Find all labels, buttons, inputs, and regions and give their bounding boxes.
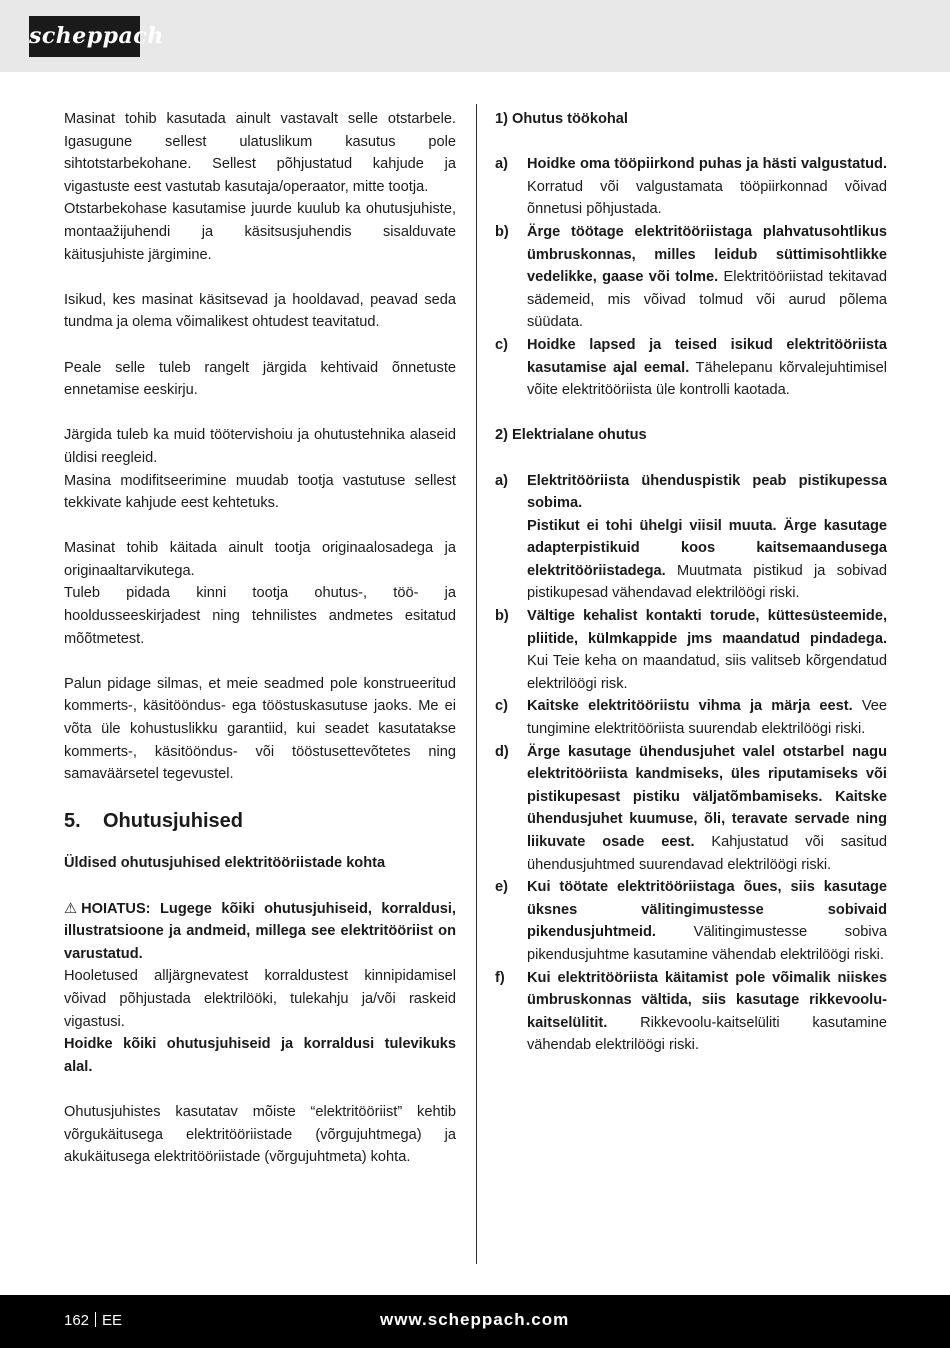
paragraph-regulations: Tuleb pidada kinni tootja ohutus-, töö- ja hooldusseeskirjadest ning tehnilistes andmetes esitatud mõõtmetest.: [64, 585, 456, 647]
page-number: 162 EE: [64, 1312, 123, 1329]
paragraph-modification: Masina modifitseerimine muudab tootja vastutuse sellest tekkivate kahjude eest kehtetuks.: [64, 472, 456, 512]
list-item: [495, 153, 887, 221]
paragraph-commercial-use: Palun pidage silmas, et meie seadmed pole konstrueeritud kommerts-, käsitööndus- ega tööstuskasutuse jaoks. Me ei võta üle kohustuslikku garantiid, kui seadet kasutatakse kommerts-, käsitööndus- või tööstusettevõtetes ning samaväärsetel tegevustel.: [64, 675, 456, 783]
list-item-text: Hoidke lapsed ja teised isikud elektritööriista kasutamise ajal eemal. Tähelepanu kõrvalejuhtimisel võite elektritööriista üle kontrolli kaotada.: [527, 336, 887, 399]
list-item: [495, 741, 887, 877]
list-item-label: f): [495, 969, 505, 986]
warning-bold: HOIATUS: Lugege kõiki ohutusjuhiseid, korraldusi, illustratsioone ja andmeid, millega see elektritööriist on varustatud.: [64, 900, 456, 962]
list-item: [495, 967, 887, 1057]
paragraph-accident-rules: Peale selle tuleb rangelt järgida kehtivaid õnnetuste ennetamise eeskirju.: [64, 359, 456, 399]
paragraph-term-definition: Ohutusjuhistes kasutatav mõiste “elektritööriist” kehtib võrgukäitusega elektritööriistade (võrgujuhtmega) ja akukäitusega elektritööriistade (võrgujuhtmeta) kohta.: [64, 1103, 456, 1166]
list-item-text: Ärge töötage elektritööriistaga plahvatusohtlikus ümbruskonnas, milles leidub süttimisohtlikke vedelikke, gaase või tolme. Elektritööriistad tekitavad sädemeid, mis võivad tolmud või aurud põlema süüdata.: [527, 223, 887, 331]
list-item-label: c): [495, 698, 508, 715]
list-item-text: Hoidke oma tööpiirkond puhas ja hästi valgustatud. Korratud või valgustamata tööpiirkonnad võivad õnnetusi põhjustada.: [527, 156, 887, 218]
list-item: [495, 876, 887, 966]
list-item-text: Kaitske elektritööriistu vihma ja märja eest. Vee tungimine elektritööriista suurendab elektrilöögi riski.: [527, 698, 887, 738]
column-divider: [476, 104, 477, 1264]
list-item-label: a): [495, 156, 508, 173]
list-item-text: Kui töötate elektritööriistaga õues, siis kasutage üksnes välitingimustesse sobivaid pikendusjuhtmeid. Välitingimustesse sobiva pikendusjuhtme kasutamine vähendab elektrilöögi riski.: [527, 879, 887, 963]
section-heading: [64, 808, 456, 834]
list-item-text: Vältige kehalist kontakti torude, küttesüsteemide, pliitide, külmkappide jms maandatud pindadega. Kui Teie keha on maandatud, siis valitseb kõrgendatud elektrilöögi risk.: [527, 608, 887, 692]
section-2-list: [495, 605, 887, 1057]
section-number: 5.: [64, 810, 81, 833]
website-url: www.scheppach.com: [380, 1310, 570, 1329]
list-item: [495, 334, 887, 402]
left-column: [64, 108, 456, 1169]
list-item: [495, 695, 887, 740]
warning-block: [64, 898, 456, 966]
page-footer: [0, 1295, 950, 1348]
list-item: [495, 221, 887, 334]
list-item-bold: Elektritööriista ühenduspistik peab pistikupessa sobima.: [527, 472, 887, 512]
paragraph-original-parts: Masinat tohib käitada ainult tootja originaalosadega ja originaaltarvikutega.: [64, 540, 456, 579]
list-item-label: d): [495, 743, 509, 760]
paragraph-persons: Isikud, kes masinat käsitsevad ja hooldavad, peavad seda tundma ja olema võimalikest ohtudest teavitatud.: [64, 291, 456, 331]
scheppach-logo: scheppach: [29, 16, 140, 57]
section-title: Ohutusjuhised: [103, 810, 243, 833]
list-item: [495, 470, 887, 606]
paragraph-health-safety: Järgida tuleb ka muid töötervishoiu ja ohutustehnika alaseid üldisi reegleid.: [64, 427, 456, 466]
list-item-text: Kui elektritööriista käitamist pole võimalik niiskes ümbruskonnas vältida, siis kasutage rikkevoolu-kaitselülitit. Rikkevoolu-kaitselüliti kasutamine vähendab elektrilöögi riski.: [527, 969, 887, 1054]
list-item-label: b): [495, 608, 509, 625]
list-item-label: b): [495, 223, 509, 240]
list-item-label: a): [495, 472, 508, 489]
section-2-title: 2) Elektrialane ohutus: [495, 427, 647, 444]
warning-icon: ⚠: [64, 900, 78, 917]
list-item-text: Pistikut ei tohi ühelgi viisil muuta. Ärge kasutage adapterpistikuid koos kaitsemaandusega elektritööriistadega. Muutmata pistikud ja sobivad pistikupesad vähendavad elektrilöögi riski.: [527, 517, 887, 602]
list-item-text: Ärge kasutage ühendusjuhet valel otstarbel nagu elektritööriista kandmiseks, üles riputamiseks või pistikupesast pistiku väljatõmbamiseks. Kaitske ühendusjuhet kuumuse, õli, teravate servade ning liikuvate osade eest. Kahjustatud või sasitud ühendusjuhtmed suurendavad elektrilöögi riski.: [527, 743, 887, 873]
page-header: [0, 0, 950, 72]
right-column: [495, 108, 887, 1057]
section-1-title: 1) Ohutus töökohal: [495, 111, 628, 127]
paragraph-intended-use: Masinat tohib kasutada ainult vastavalt selle otstarbele. Igasugune sellest ulatuslikum kasutus pole sihtotstarbekohane. Sellest põhjustatud kahjude ja vigastuste eest vastutab kasutaja/operaator, mitte tootja.: [64, 111, 456, 195]
list-item-label: c): [495, 336, 508, 353]
paragraph-intended-use-2: Otstarbekohase kasutamise juurde kuulub ka ohutusjuhiste, montaažijuhendi ja käsitsusjuhendis sisalduvate käitusjuhiste järgimine.: [64, 201, 456, 263]
warning-text: Hooletused alljärgnevatest korraldustest kinnipidamisel võivad põhjustada elektrilööki, tulekahju ja/või raskeid vigastusi.: [64, 968, 456, 1030]
subheading: Üldised ohutusjuhised elektritööriistade kohta: [64, 855, 386, 872]
keep-instructions: Hoidke kõiki ohutusjuhiseid ja korraldusi tulevikuks alal.: [64, 1036, 456, 1075]
list-item: [495, 605, 887, 695]
section-1-list: [495, 153, 887, 402]
list-item-label: e): [495, 879, 508, 896]
